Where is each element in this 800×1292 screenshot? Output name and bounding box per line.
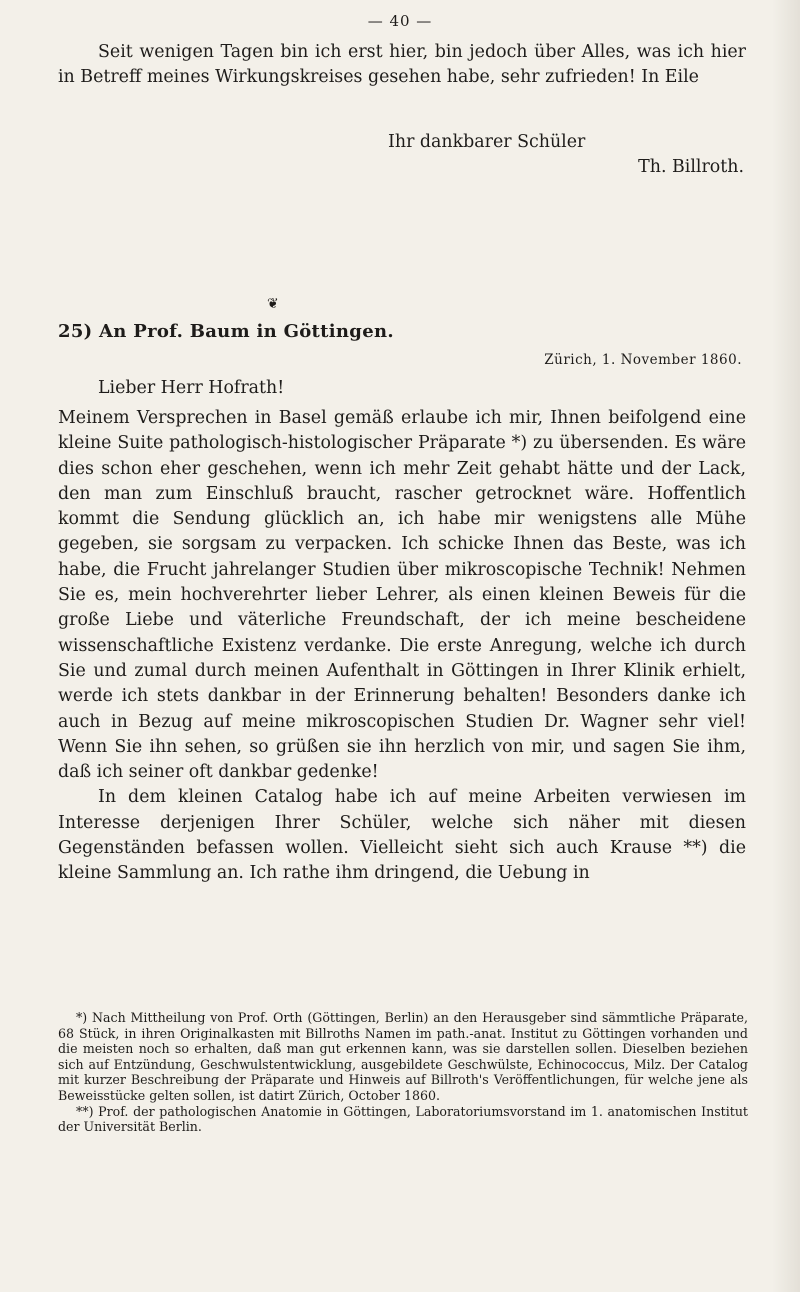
letter-24-signature: Th. Billroth. — [638, 157, 744, 177]
letter-25-dateline: Zürich, 1. November 1860. — [544, 352, 742, 368]
footnote-2: **) Prof. der pathologischen Anatomie in Göttingen, Laboratoriumsvorstand im 1. anatomischen Institut der Universität Berlin. — [58, 1103, 748, 1135]
letter-24-body: Seit wenigen Tagen bin ich erst hier, bin jedoch über Alles, was ich hier in Betreff meines Wirkungskreises gesehen habe, sehr zufrieden! In Eile — [58, 42, 746, 88]
letter-25-heading: 25) An Prof. Baum in Göttingen. — [58, 321, 394, 342]
letter-24-ending — [58, 40, 746, 177]
letter-25-paragraph-2: In dem kleinen Catalog habe ich auf meine Arbeiten verwiesen im Interesse derjenigen Ihrer Schüler, welche sich näher mit diesen Gegenständen befassen wollen. Vielleicht sieht sich auch Krause **) die kleine Sammlung an. Ich rathe ihm dringend, die Uebung in — [58, 787, 746, 884]
page-number: — 40 — — [367, 12, 433, 30]
fleuron-ornament-icon: ❦ — [267, 296, 279, 312]
footnote-1: *) Nach Mittheilung von Prof. Orth (Göttingen, Berlin) an den Herausgeber sind sämmtliche Präparate, 68 Stück, in ihren Originalkasten mit Billroths Namen im path.-anat. Institut zu Göttingen vorhanden und die meisten noch so erhalten, daß man gut erkennen kann, was sie darstellen sollen. Dieselben beziehen sich auf Entzündung, Geschwulstentwicklung, ausgebildete Geschwülste, Echinococcus, Milz. Der Catalog mit kurzer Beschreibung der Präparate und Hinweis auf Billroth's Veröffentlichungen, für welche jene als Beweisstücke gelten sollen, ist datirt Zürich, October 1860. — [58, 1010, 748, 1103]
letter-25-salutation: Lieber Herr Hofrath! — [98, 378, 285, 398]
footnotes — [58, 1010, 748, 1135]
page-edge-shadow — [772, 0, 800, 1292]
letter-25-paragraph-1: Meinem Versprechen in Basel gemäß erlaube ich mir, Ihnen beifolgend eine kleine Suite pathologisch-histologischer Präparate *) zu übersenden. Es wäre dies schon eher geschehen, wenn ich mehr Zeit gehabt hätte und der Lack, den man zum Einschluß braucht, rascher getrocknet wäre. Hoffentlich kommt die Sendung glücklich an, ich habe mir wenigstens alle Mühe gegeben, sie sorgsam zu verpacken. Ich schicke Ihnen das Beste, was ich habe, die Frucht jahrelanger Studien über mikroscopische Technik! Nehmen Sie es, mein hochverehrter lieber Lehrer, als einen kleinen Beweis für die große Liebe und väterliche Freundschaft, der ich meine bescheidene wissenschaftliche Existenz verdanke. Die erste Anregung, welche ich durch Sie und zumal durch meinen Aufenthalt in Göttingen in Ihrer Klinik erhielt, werde ich stets dankbar in der Erinnerung behalten! Besonders danke ich auch in Bezug auf meine mikroscopischen Studien Dr. Wagner sehr viel! Wenn Sie ihn sehen, so grüßen sie ihn herzlich von mir, und sagen Sie ihm, daß ich seiner oft dankbar gedenke! — [58, 408, 746, 783]
letter-24-closing: Ihr dankbarer Schüler — [388, 132, 586, 152]
letter-25-body — [58, 406, 746, 887]
